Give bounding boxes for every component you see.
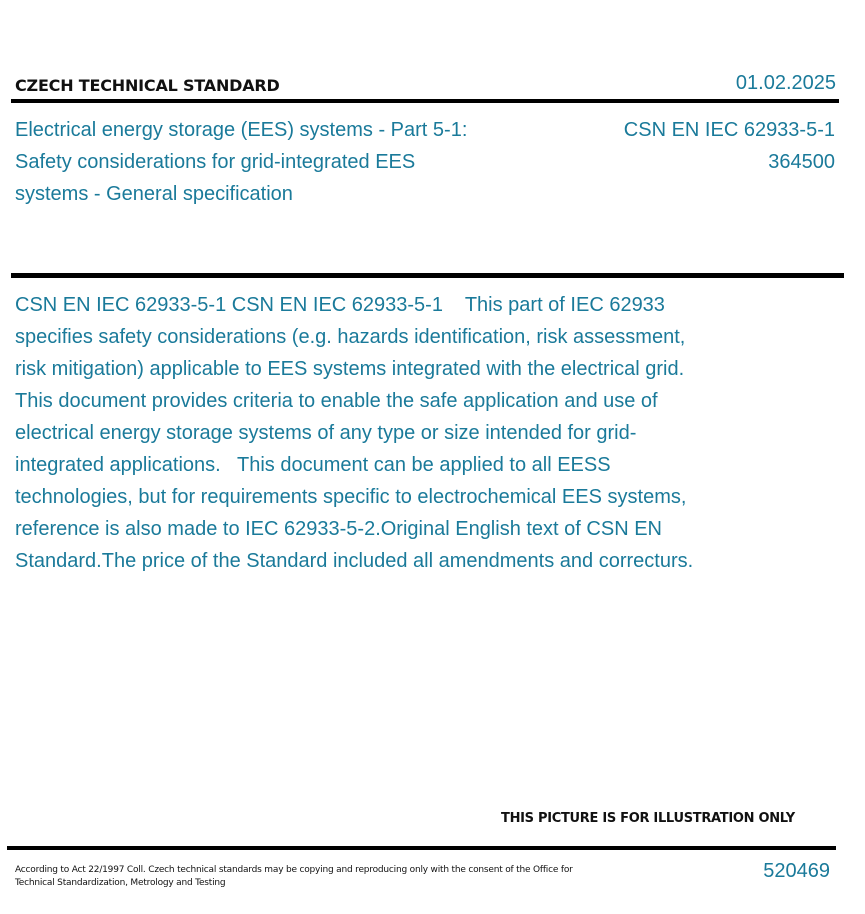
document-number: 520469 — [763, 860, 830, 882]
section-divider — [11, 273, 844, 278]
standard-identifiers — [624, 114, 835, 178]
issue-date: 01.02.2025 — [735, 72, 836, 94]
legal-notice: According to Act 22/1997 Coll. Czech technical standards may be copying and reproducing only with the consent of the Office for Technical Standardization, Metrology and Testing — [15, 865, 573, 888]
standard-title: Electrical energy storage (EES) systems - Part 5-1: Safety considerations for grid-integrated EES systems - General specification — [15, 119, 468, 205]
standard-description: CSN EN IEC 62933-5-1 CSN EN IEC 62933-5-1 This part of IEC 62933 specifies safety considerations (e.g. hazards identification, risk assessment, risk mitigation) applicable to EES systems integrated with the electrical grid. This document provides criteria to enable the safe application and use of electrical energy storage systems of any type or size intended for grid-integrated applications. This document can be applied to all EESS technologies, but for requirements specific to electrochemical EES systems, reference is also made to IEC 62933-5-2.Original English text of CSN EN Standard.The price of the Standard included all amendments and correcturs. — [15, 294, 701, 572]
footer-divider — [7, 846, 836, 850]
standard-code: CSN EN IEC 62933-5-1 — [623, 119, 835, 141]
classification-number: 364500 — [768, 151, 835, 173]
header-divider — [11, 99, 839, 103]
document-type-label: CZECH TECHNICAL STANDARD — [15, 76, 280, 95]
illustration-disclaimer: THIS PICTURE IS FOR ILLUSTRATION ONLY — [501, 811, 795, 826]
